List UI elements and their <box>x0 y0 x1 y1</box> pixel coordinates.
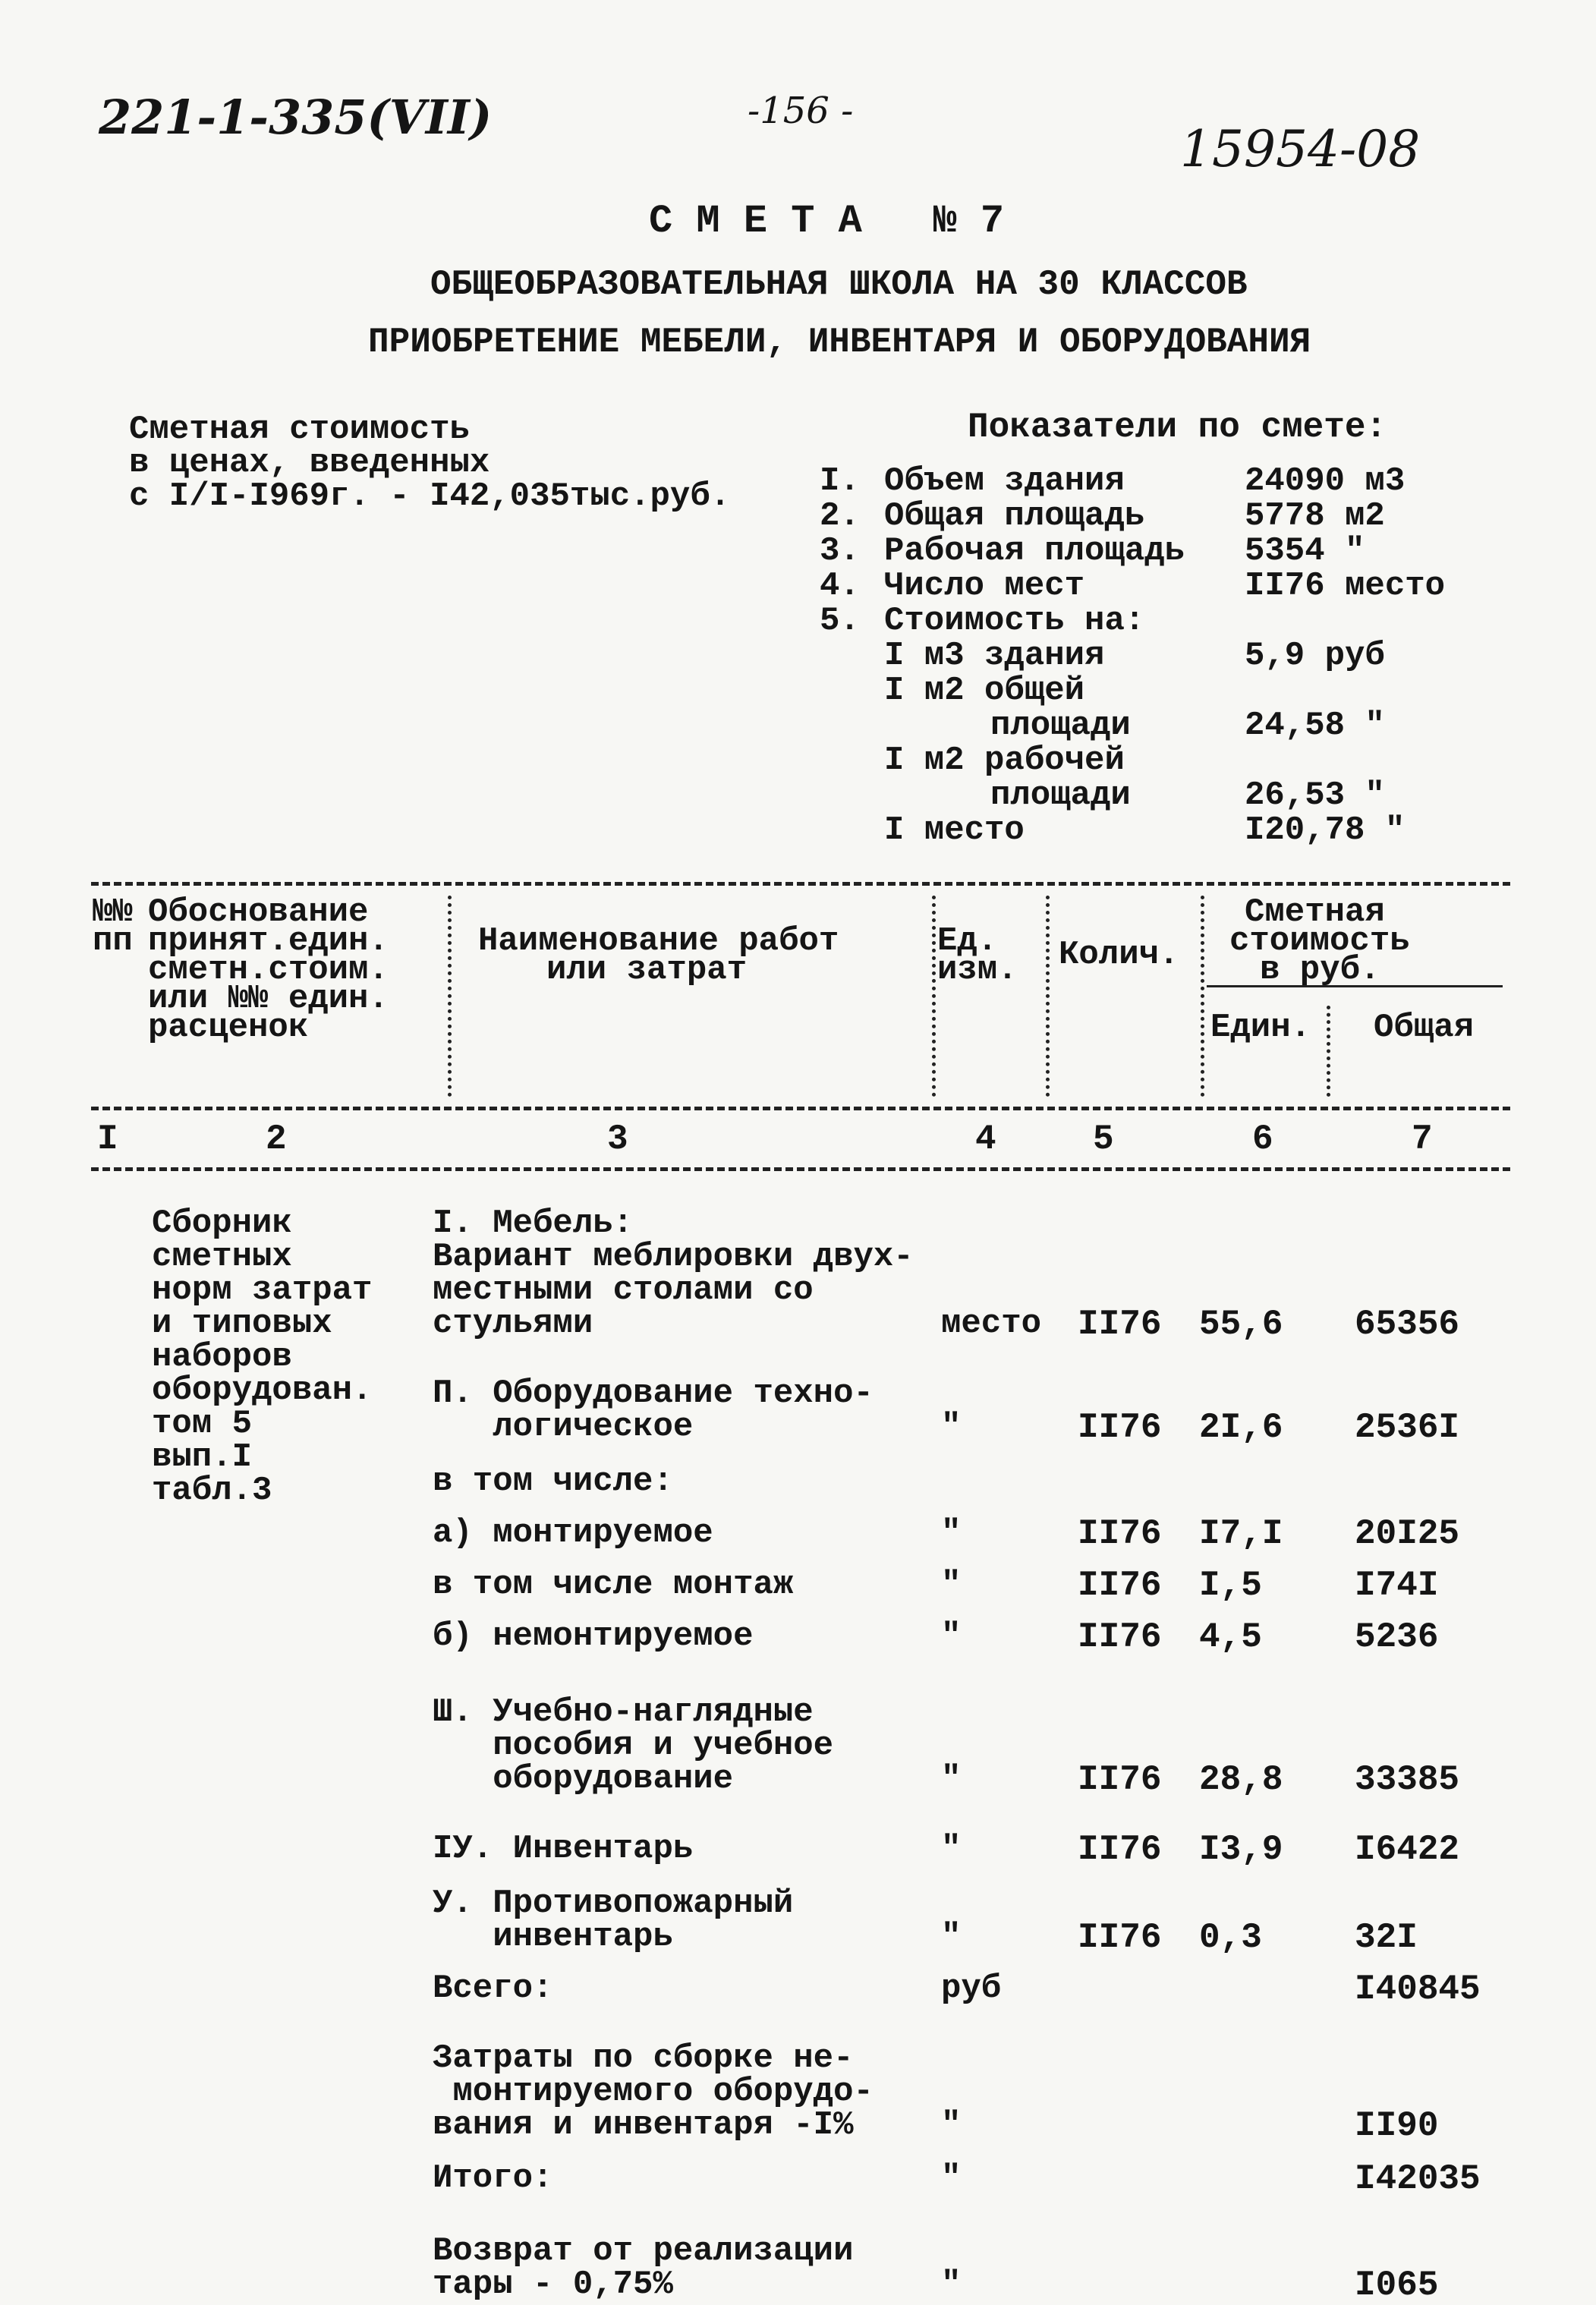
estimate-cost-line-1: Сметная стоимость <box>129 411 470 449</box>
column-separator <box>448 896 452 1097</box>
row-unit-price: 28,8 <box>1199 1760 1283 1800</box>
indicator-sub-value: I20,78 " <box>1245 811 1406 849</box>
header-col-basis: сметн.стоим. <box>148 951 389 989</box>
header-col-basis: принят.един. <box>148 922 389 960</box>
header-col-basis: расценок <box>148 1009 309 1047</box>
header-column-index: 3 <box>607 1119 628 1159</box>
row-name: стульями <box>433 1305 593 1343</box>
indicator-sub-value: 24,58 " <box>1245 707 1385 745</box>
source-line: и типовых <box>152 1305 332 1343</box>
registration-number: 15954-08 <box>1180 120 1421 178</box>
header-col-cost: в руб. <box>1260 951 1380 989</box>
row-unit: " <box>941 1830 962 1868</box>
source-line: вып.I <box>152 1438 253 1476</box>
indicator-value: II76 место <box>1245 567 1446 605</box>
row-unit: руб <box>941 1970 1002 2007</box>
row-name: П. Оборудование техно- <box>433 1374 874 1412</box>
indicator-label: Число мест <box>884 567 1085 605</box>
indicator-label: Рабочая площадь <box>884 532 1185 570</box>
row-name: местными столами со <box>433 1271 814 1309</box>
row-name: инвентарь <box>433 1918 673 1956</box>
row-unit-price: 0,3 <box>1199 1918 1262 1957</box>
document-title: С М Е Т А № 7 <box>649 199 1005 244</box>
row-unit-price: I7,I <box>1199 1514 1283 1554</box>
row-unit: " <box>941 2106 962 2144</box>
row-name: Возврат от реализации <box>433 2232 854 2270</box>
row-name: Ш. Учебно-наглядные <box>433 1693 814 1731</box>
header-col-number: пп <box>93 922 133 960</box>
row-quantity: II76 <box>1078 1918 1162 1957</box>
row-quantity: II76 <box>1078 1566 1162 1605</box>
column-separator <box>1201 896 1204 1097</box>
estimate-cost-line-3: с I/I-I969г. - I42,035тыс.руб. <box>129 477 731 515</box>
row-total: 20I25 <box>1355 1514 1460 1554</box>
row-quantity: II76 <box>1078 1760 1162 1800</box>
row-total: I065 <box>1355 2266 1439 2305</box>
indicator-value: 24090 м3 <box>1245 462 1406 500</box>
header-bottom-rule <box>91 1107 1510 1110</box>
header-column-index: 2 <box>266 1119 287 1159</box>
row-name: б) немонтируемое <box>433 1617 754 1655</box>
row-unit: место <box>941 1305 1042 1343</box>
row-quantity: II76 <box>1078 1514 1162 1554</box>
row-name: Затраты по сборке не- <box>433 2039 854 2077</box>
row-unit-price: I,5 <box>1199 1566 1262 1605</box>
numbers-rule <box>91 1167 1510 1171</box>
row-name: Итого: <box>433 2159 553 2197</box>
header-col-cost: Сметная <box>1245 893 1385 931</box>
indicator-number: 2. <box>820 497 860 535</box>
indicator-sub-label: I м3 здания <box>884 637 1105 675</box>
source-line: наборов <box>152 1338 292 1376</box>
page-number: -156 - <box>748 90 854 132</box>
row-total: I6422 <box>1355 1830 1460 1869</box>
source-line: том 5 <box>152 1405 253 1443</box>
indicator-number: 5. <box>820 602 860 640</box>
row-name: вания и инвентаря -I% <box>433 2106 854 2144</box>
row-quantity: II76 <box>1078 1408 1162 1447</box>
row-quantity: II76 <box>1078 1617 1162 1657</box>
indicator-sub-label: площади <box>990 707 1131 745</box>
header-col-basis: Обоснование <box>148 893 369 931</box>
header-column-index: 5 <box>1093 1119 1114 1159</box>
row-name: Вариант меблировки двух- <box>433 1238 914 1276</box>
estimate-cost-line-2: в ценах, введенных <box>129 444 490 482</box>
title-line-2: ПРИОБРЕТЕНИЕ МЕБЕЛИ, ИНВЕНТАРЯ И ОБОРУДОВАНИЯ <box>368 323 1311 362</box>
row-unit: " <box>941 1617 962 1655</box>
indicator-label: Общая площадь <box>884 497 1145 535</box>
indicator-number: 3. <box>820 532 860 570</box>
row-unit-price: 4,5 <box>1199 1617 1262 1657</box>
header-column-index: I <box>97 1119 118 1159</box>
row-name: оборудование <box>433 1760 734 1798</box>
row-name: а) монтируемое <box>433 1514 713 1552</box>
row-name: IУ. Инвентарь <box>433 1830 694 1868</box>
indicator-value: 5778 м2 <box>1245 497 1385 535</box>
row-total: II90 <box>1355 2106 1439 2146</box>
row-unit: " <box>941 1760 962 1798</box>
indicator-sub-label: площади <box>990 776 1131 814</box>
column-separator <box>1046 896 1050 1097</box>
row-name: пособия и учебное <box>433 1727 834 1765</box>
row-name: I. Мебель: <box>433 1204 634 1242</box>
indicator-label: Объем здания <box>884 462 1125 500</box>
source-line: Сборник <box>152 1204 292 1242</box>
row-total: 65356 <box>1355 1305 1460 1344</box>
doc-code: 221-1-335(VII) <box>99 90 493 145</box>
row-name: Всего: <box>433 1970 553 2007</box>
indicator-sub-label: I место <box>884 811 1025 849</box>
column-separator <box>1327 1006 1330 1097</box>
row-unit: " <box>941 2266 962 2303</box>
row-unit-price: 2I,6 <box>1199 1408 1283 1447</box>
row-total: I74I <box>1355 1566 1439 1605</box>
row-unit-price: I3,9 <box>1199 1830 1283 1869</box>
indicator-number: 4. <box>820 567 860 605</box>
row-name: в том числе монтаж <box>433 1566 794 1604</box>
source-line: сметных <box>152 1238 292 1276</box>
cost-underline <box>1207 985 1503 987</box>
source-line: табл.3 <box>152 1472 272 1510</box>
title-line-1: ОБЩЕОБРАЗОВАТЕЛЬНАЯ ШКОЛА НА 30 КЛАССОВ <box>430 265 1248 304</box>
row-total: 5236 <box>1355 1617 1439 1657</box>
header-column-index: 7 <box>1412 1119 1433 1159</box>
row-quantity: II76 <box>1078 1305 1162 1344</box>
row-total: 32I <box>1355 1918 1418 1957</box>
header-col-unit-price: Един. <box>1210 1009 1311 1047</box>
row-name: тары - 0,75% <box>433 2266 673 2303</box>
row-name: логическое <box>433 1408 694 1446</box>
row-name: У. Противопожарный <box>433 1885 794 1922</box>
row-unit-price: 55,6 <box>1199 1305 1283 1344</box>
header-col-basis: или №№ един. <box>148 980 389 1018</box>
row-unit: " <box>941 1566 962 1604</box>
header-col-unit: изм. <box>937 951 1018 989</box>
indicator-sub-label: I м2 общей <box>884 672 1085 710</box>
row-unit: " <box>941 1918 962 1956</box>
row-total: I40845 <box>1355 1970 1481 2009</box>
indicators-title: Показатели по смете: <box>968 408 1387 447</box>
row-name: монтируемого оборудо- <box>433 2073 874 2111</box>
row-total: 33385 <box>1355 1760 1460 1800</box>
column-separator <box>932 896 936 1097</box>
indicator-sub-value: 26,53 " <box>1245 776 1385 814</box>
indicator-label: Стоимость на: <box>884 602 1145 640</box>
row-quantity: II76 <box>1078 1830 1162 1869</box>
header-column-index: 4 <box>975 1119 996 1159</box>
row-total: 2536I <box>1355 1408 1460 1447</box>
header-col-name: Наименование работ <box>478 922 839 960</box>
indicator-number: I. <box>820 462 860 500</box>
source-line: норм затрат <box>152 1271 373 1309</box>
row-unit: " <box>941 1514 962 1552</box>
row-unit: " <box>941 2159 962 2197</box>
source-line: оборудован. <box>152 1371 373 1409</box>
indicator-sub-value: 5,9 руб <box>1245 637 1385 675</box>
header-column-index: 6 <box>1252 1119 1273 1159</box>
indicator-value: 5354 " <box>1245 532 1365 570</box>
indicator-sub-label: I м2 рабочей <box>884 742 1125 779</box>
row-unit: " <box>941 1408 962 1446</box>
row-total: I42035 <box>1355 2159 1481 2199</box>
header-col-number: №№ <box>93 893 133 931</box>
row-name: в том числе: <box>433 1463 673 1500</box>
header-col-quantity: Колич. <box>1059 936 1179 974</box>
header-col-unit: Ед. <box>937 922 998 960</box>
header-top-rule <box>91 882 1510 886</box>
header-col-name: или затрат <box>546 951 748 989</box>
header-col-total: Общая <box>1374 1009 1475 1047</box>
header-col-cost: стоимость <box>1229 922 1410 960</box>
